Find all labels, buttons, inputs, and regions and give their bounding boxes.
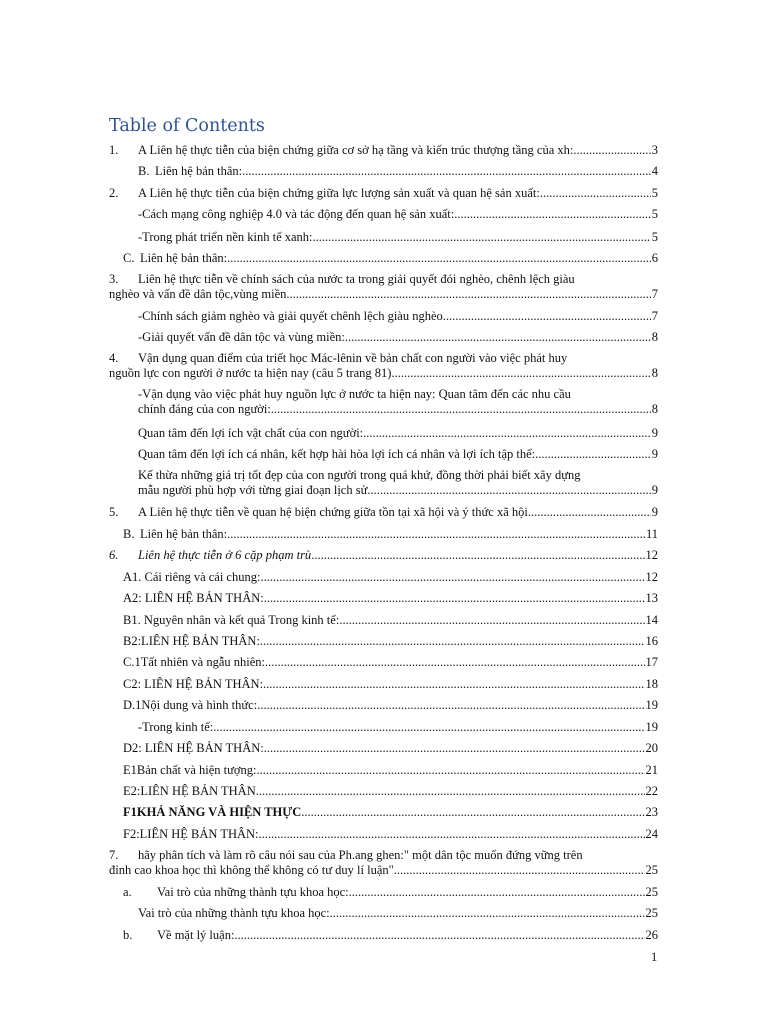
dot-leader [391, 366, 650, 381]
dot-leader [330, 906, 645, 921]
toc-entry-text: -Trong kinh tế: [138, 720, 214, 734]
toc-entry-text: C2: LIÊN HỆ BẢN THÂN: [123, 677, 264, 691]
toc-entry-line [138, 402, 658, 417]
toc-entry[interactable] [109, 505, 658, 520]
toc-entry[interactable] [109, 351, 658, 381]
toc-entry-text: Liên hệ thực tiễn ở 6 cặp phạm trù [138, 548, 312, 562]
toc-entry-line [138, 906, 658, 921]
toc-entry-text: Vai trò của những thành tựu khoa học: [157, 885, 349, 899]
toc-entry-line [138, 720, 658, 735]
toc-entry-line [109, 505, 658, 520]
dot-leader [265, 655, 645, 670]
dot-leader [234, 928, 644, 943]
toc-entry-line [123, 634, 658, 649]
dot-leader [443, 309, 651, 324]
toc-entry-line [109, 848, 658, 863]
toc-entry[interactable] [123, 591, 658, 606]
toc-entry[interactable] [123, 763, 658, 778]
dot-leader [271, 402, 651, 417]
toc-entry-page: 5 [651, 207, 658, 221]
toc-entry-text: D.1Nội dung và hình thức: [123, 698, 258, 712]
toc-entry-line [138, 483, 658, 498]
toc-entry-number: 3. [109, 272, 119, 286]
toc-entry-page: 6 [651, 251, 658, 265]
toc-entry-page: 8 [651, 330, 658, 344]
toc-entry[interactable] [138, 468, 658, 498]
toc-entry-text-cont: đỉnh cao khoa học thì không thể không có tư duy lí luận" [109, 863, 394, 877]
dot-leader [257, 698, 644, 713]
toc-entry-number: B. [138, 164, 150, 178]
toc-entry-page: 20 [645, 741, 658, 755]
toc-entry-page: 12 [645, 548, 658, 562]
toc-entry-line [109, 272, 658, 287]
toc-entry-line [123, 527, 658, 542]
toc-heading: Table of Contents [109, 116, 265, 136]
toc-entry-line [123, 677, 658, 692]
toc-entry-page: 22 [645, 784, 658, 798]
toc-entry-line [109, 186, 658, 201]
toc-entry-line [123, 613, 658, 628]
toc-entry-page: 5 [651, 186, 658, 200]
toc-entry-page: 25 [645, 885, 658, 899]
toc-entry-text-cont: nguồn lực con người ở nước ta hiện nay (câu 5 trang 81) [109, 366, 392, 380]
dot-leader [363, 426, 651, 441]
toc-entry-page: 19 [645, 720, 658, 734]
toc-entry-page: 19 [645, 698, 658, 712]
toc-entry[interactable] [138, 906, 658, 921]
toc-entry-page: 5 [651, 230, 658, 244]
toc-entry-line [123, 827, 658, 842]
toc-entry-line [123, 784, 658, 799]
toc-entry-line [123, 698, 658, 713]
toc-entry[interactable] [109, 272, 658, 302]
toc-entry-text: E1Bản chất và hiện tượng: [123, 763, 257, 777]
toc-entry-text: -Vận dụng vào việc phát huy nguồn lực ở nước ta hiện nay: Quan tâm đến các nhu cầu [138, 387, 571, 401]
toc-entry-line [138, 387, 658, 402]
toc-entry-number: a. [123, 885, 132, 899]
toc-entry-text: Vận dụng quan điểm của triết học Mác-lênin về bản chất con người vào việc phát huy [138, 351, 568, 365]
dot-leader [256, 784, 645, 799]
toc-entry-text: Quan tâm đến lợi ích vật chất của con người: [138, 426, 364, 440]
dot-leader [301, 805, 644, 820]
dot-leader [367, 483, 650, 498]
toc-entry[interactable] [123, 885, 658, 900]
dot-leader [528, 505, 651, 520]
toc-entry-text: B2:LIÊN HỆ BẢN THÂN: [123, 634, 260, 648]
toc-entry-line [138, 426, 658, 441]
toc-entry-text: Liên hệ thực tiễn về chính sách của nước ta trong giải quyết đói nghèo, chênh lệch giàu [138, 272, 575, 286]
dot-leader [264, 591, 645, 606]
toc-entry-line [109, 351, 658, 366]
toc-entry[interactable] [138, 330, 658, 345]
toc-entry[interactable] [123, 784, 658, 799]
toc-entry-text: A Liên hệ thực tiễn về quan hệ biện chứng giữa tồn tại xã hội và ý thức xã hội [138, 505, 528, 519]
toc-entry[interactable] [138, 387, 658, 417]
toc-entry-text: C.1Tất nhiên và ngẫu nhiên: [123, 655, 265, 669]
toc-entry[interactable] [123, 655, 658, 670]
toc-entry-line [138, 447, 658, 462]
toc-entry-text: -Cách mạng công nghiệp 4.0 và tác động đến quan hệ sản xuất: [138, 207, 455, 221]
toc-entry-page: 9 [651, 447, 658, 461]
toc-entry-text: F2:LIÊN HỆ BẢN THÂN: [123, 827, 259, 841]
toc-entry-page: 9 [651, 483, 658, 497]
toc-entry-text: A Liên hệ thực tiễn của biện chứng giữa cơ sở hạ tầng và kiến trúc thượng tầng của xh: [138, 143, 574, 157]
toc-entry[interactable] [123, 251, 658, 266]
toc-entry-text: -Trong phát triển nền kinh tế xanh: [138, 230, 313, 244]
toc-entry-page: 7 [651, 309, 658, 323]
toc-entry-page: 17 [645, 655, 658, 669]
toc-entry[interactable] [123, 634, 658, 649]
toc-entry-text: Kế thừa những giá trị tốt đẹp của con người trong quá khứ, đồng thời phải biết xây dựng [138, 468, 581, 482]
toc-entry-number: C. [123, 251, 135, 265]
toc-entry-text-cont: mẫu người phù hợp với từng giai đoạn lịch sử [138, 483, 368, 497]
toc-entry[interactable] [138, 207, 658, 222]
dot-leader [349, 885, 645, 900]
toc-entry-line [138, 207, 658, 222]
toc-entry-page: 8 [651, 366, 658, 380]
toc-entry-page: 18 [645, 677, 658, 691]
dot-leader [394, 863, 645, 878]
toc-entry-line [123, 655, 658, 670]
toc-entry-page: 12 [645, 570, 658, 584]
toc-entry[interactable] [109, 848, 658, 878]
toc-entry-number: b. [123, 928, 133, 942]
toc-entry-text: A1. Cái riêng và cái chung: [123, 570, 261, 584]
dot-leader [313, 230, 651, 245]
toc-entry-text: A2: LIÊN HỆ BẢN THÂN: [123, 591, 264, 605]
toc-entry-page: 16 [645, 634, 658, 648]
toc-entry-number: 4. [109, 351, 119, 365]
toc-entry-page: 25 [645, 906, 658, 920]
toc-entry-line [138, 164, 658, 179]
toc-entry[interactable] [138, 309, 658, 324]
toc-entry[interactable] [123, 677, 658, 692]
dot-leader [257, 763, 645, 778]
toc-entry-page: 21 [645, 763, 658, 777]
toc-entry[interactable] [123, 613, 658, 628]
toc-entry-line [109, 863, 658, 878]
dot-leader [227, 527, 645, 542]
toc-entry-line [109, 287, 658, 302]
toc-entry-line [123, 251, 658, 266]
toc-entry-line [138, 230, 658, 245]
toc-entry[interactable] [138, 230, 658, 245]
toc-entry[interactable] [123, 928, 658, 943]
toc-entry-text: -Giải quyết vấn đề dân tộc và vùng miền: [138, 330, 345, 344]
toc-entry-line [109, 548, 658, 563]
toc-entry-text: Liên hệ bản thân: [155, 164, 243, 178]
toc-entry-line [138, 468, 658, 483]
toc-entry-text: E2:LIÊN HỆ BẢN THÂN [123, 784, 256, 798]
toc-entry-text: -Chính sách giảm nghèo và giải quyết chênh lệch giàu nghèo [138, 309, 443, 323]
toc-entry-line [123, 928, 658, 943]
toc-entry-line [109, 366, 658, 381]
toc-entry-number: B. [123, 527, 135, 541]
dot-leader [260, 570, 644, 585]
toc-entry-page: 24 [645, 827, 658, 841]
toc-entry[interactable] [109, 548, 658, 563]
toc-entry[interactable] [109, 143, 658, 158]
toc-entry-text: Liên hệ bản thân: [140, 527, 228, 541]
toc-entry-page: 25 [645, 863, 658, 877]
toc-entry-page: 7 [651, 287, 658, 301]
toc-entry-text: Về mặt lý luận: [157, 928, 235, 942]
toc-entry-page: 13 [645, 591, 658, 605]
toc-entry-number: 5. [109, 505, 119, 519]
dot-leader [339, 613, 644, 628]
toc-entry[interactable] [138, 426, 658, 441]
toc-entry-text: Liên hệ bản thân: [140, 251, 228, 265]
dot-leader [242, 164, 651, 179]
toc-entry-page: 9 [651, 426, 658, 440]
dot-leader [227, 251, 651, 266]
toc-entry-text: Quan tâm đến lợi ích cá nhân, kết hợp hài hòa lợi ích cá nhân và lợi ích tập thể: [138, 447, 536, 461]
toc-entry-line [123, 741, 658, 756]
toc-entry-page: 11 [645, 527, 658, 541]
toc-entry-page: 9 [651, 505, 658, 519]
toc-entry-page: 4 [651, 164, 658, 178]
toc-entry-page: 3 [651, 143, 658, 157]
toc-entry[interactable] [109, 186, 658, 201]
toc-entry-text: B1. Nguyên nhân và kết quả Trong kinh tế: [123, 613, 340, 627]
toc-entry[interactable] [138, 720, 658, 735]
dot-leader [454, 207, 651, 222]
toc-entry[interactable] [123, 805, 658, 820]
toc-entry-line [123, 763, 658, 778]
dot-leader [311, 548, 644, 563]
dot-leader [263, 677, 644, 692]
toc-entry-page: 23 [645, 805, 658, 819]
toc-entry-text: Vai trò của những thành tựu khoa học: [138, 906, 330, 920]
toc-entry-line [123, 570, 658, 585]
page-number: 1 [651, 950, 658, 964]
toc-entry[interactable] [138, 164, 658, 179]
toc-entry[interactable] [123, 827, 658, 842]
toc-entry-line [123, 591, 658, 606]
dot-leader [259, 827, 645, 842]
toc-entry[interactable] [123, 570, 658, 585]
toc-entry-page: 14 [645, 613, 658, 627]
dot-leader [573, 143, 650, 158]
toc-entry-text: F1KHẢ NĂNG VÀ HIỆN THỰC [123, 805, 302, 819]
dot-leader [213, 720, 644, 735]
toc-entry-line [123, 885, 658, 900]
toc-entry-line [123, 805, 658, 820]
dot-leader [264, 741, 645, 756]
toc-entry-line [138, 309, 658, 324]
dot-leader [535, 447, 651, 462]
toc-entry-line [109, 143, 658, 158]
toc-entry[interactable] [123, 527, 658, 542]
toc-entry-line [138, 330, 658, 345]
toc-entry-text: hãy phân tích và làm rõ câu nói sau của Ph.ang ghen:" một dân tộc muốn đứng vững trên [138, 848, 583, 862]
toc-entry[interactable] [138, 447, 658, 462]
toc-entry-number: 6. [109, 548, 119, 562]
toc-entry-text: A Liên hệ thực tiễn của biện chứng giữa lực lượng sản xuất và quan hệ sản xuất: [138, 186, 540, 200]
toc-entry-page: 26 [645, 928, 658, 942]
toc-entry-number: 2. [109, 186, 119, 200]
toc-entry-text-cont: chính đáng của con người: [138, 402, 271, 416]
toc-entry-text: D2: LIÊN HỆ BẢN THÂN: [123, 741, 264, 755]
toc-entry[interactable] [123, 741, 658, 756]
dot-leader [286, 287, 650, 302]
toc-entry-page: 8 [651, 402, 658, 416]
toc-entry-number: 7. [109, 848, 119, 862]
dot-leader [540, 186, 651, 201]
toc-entry-number: 1. [109, 143, 119, 157]
toc-entry-text-cont: nghèo và vấn đề dân tộc,vùng miền [109, 287, 287, 301]
dot-leader [345, 330, 651, 345]
toc-entry[interactable] [123, 698, 658, 713]
dot-leader [260, 634, 645, 649]
